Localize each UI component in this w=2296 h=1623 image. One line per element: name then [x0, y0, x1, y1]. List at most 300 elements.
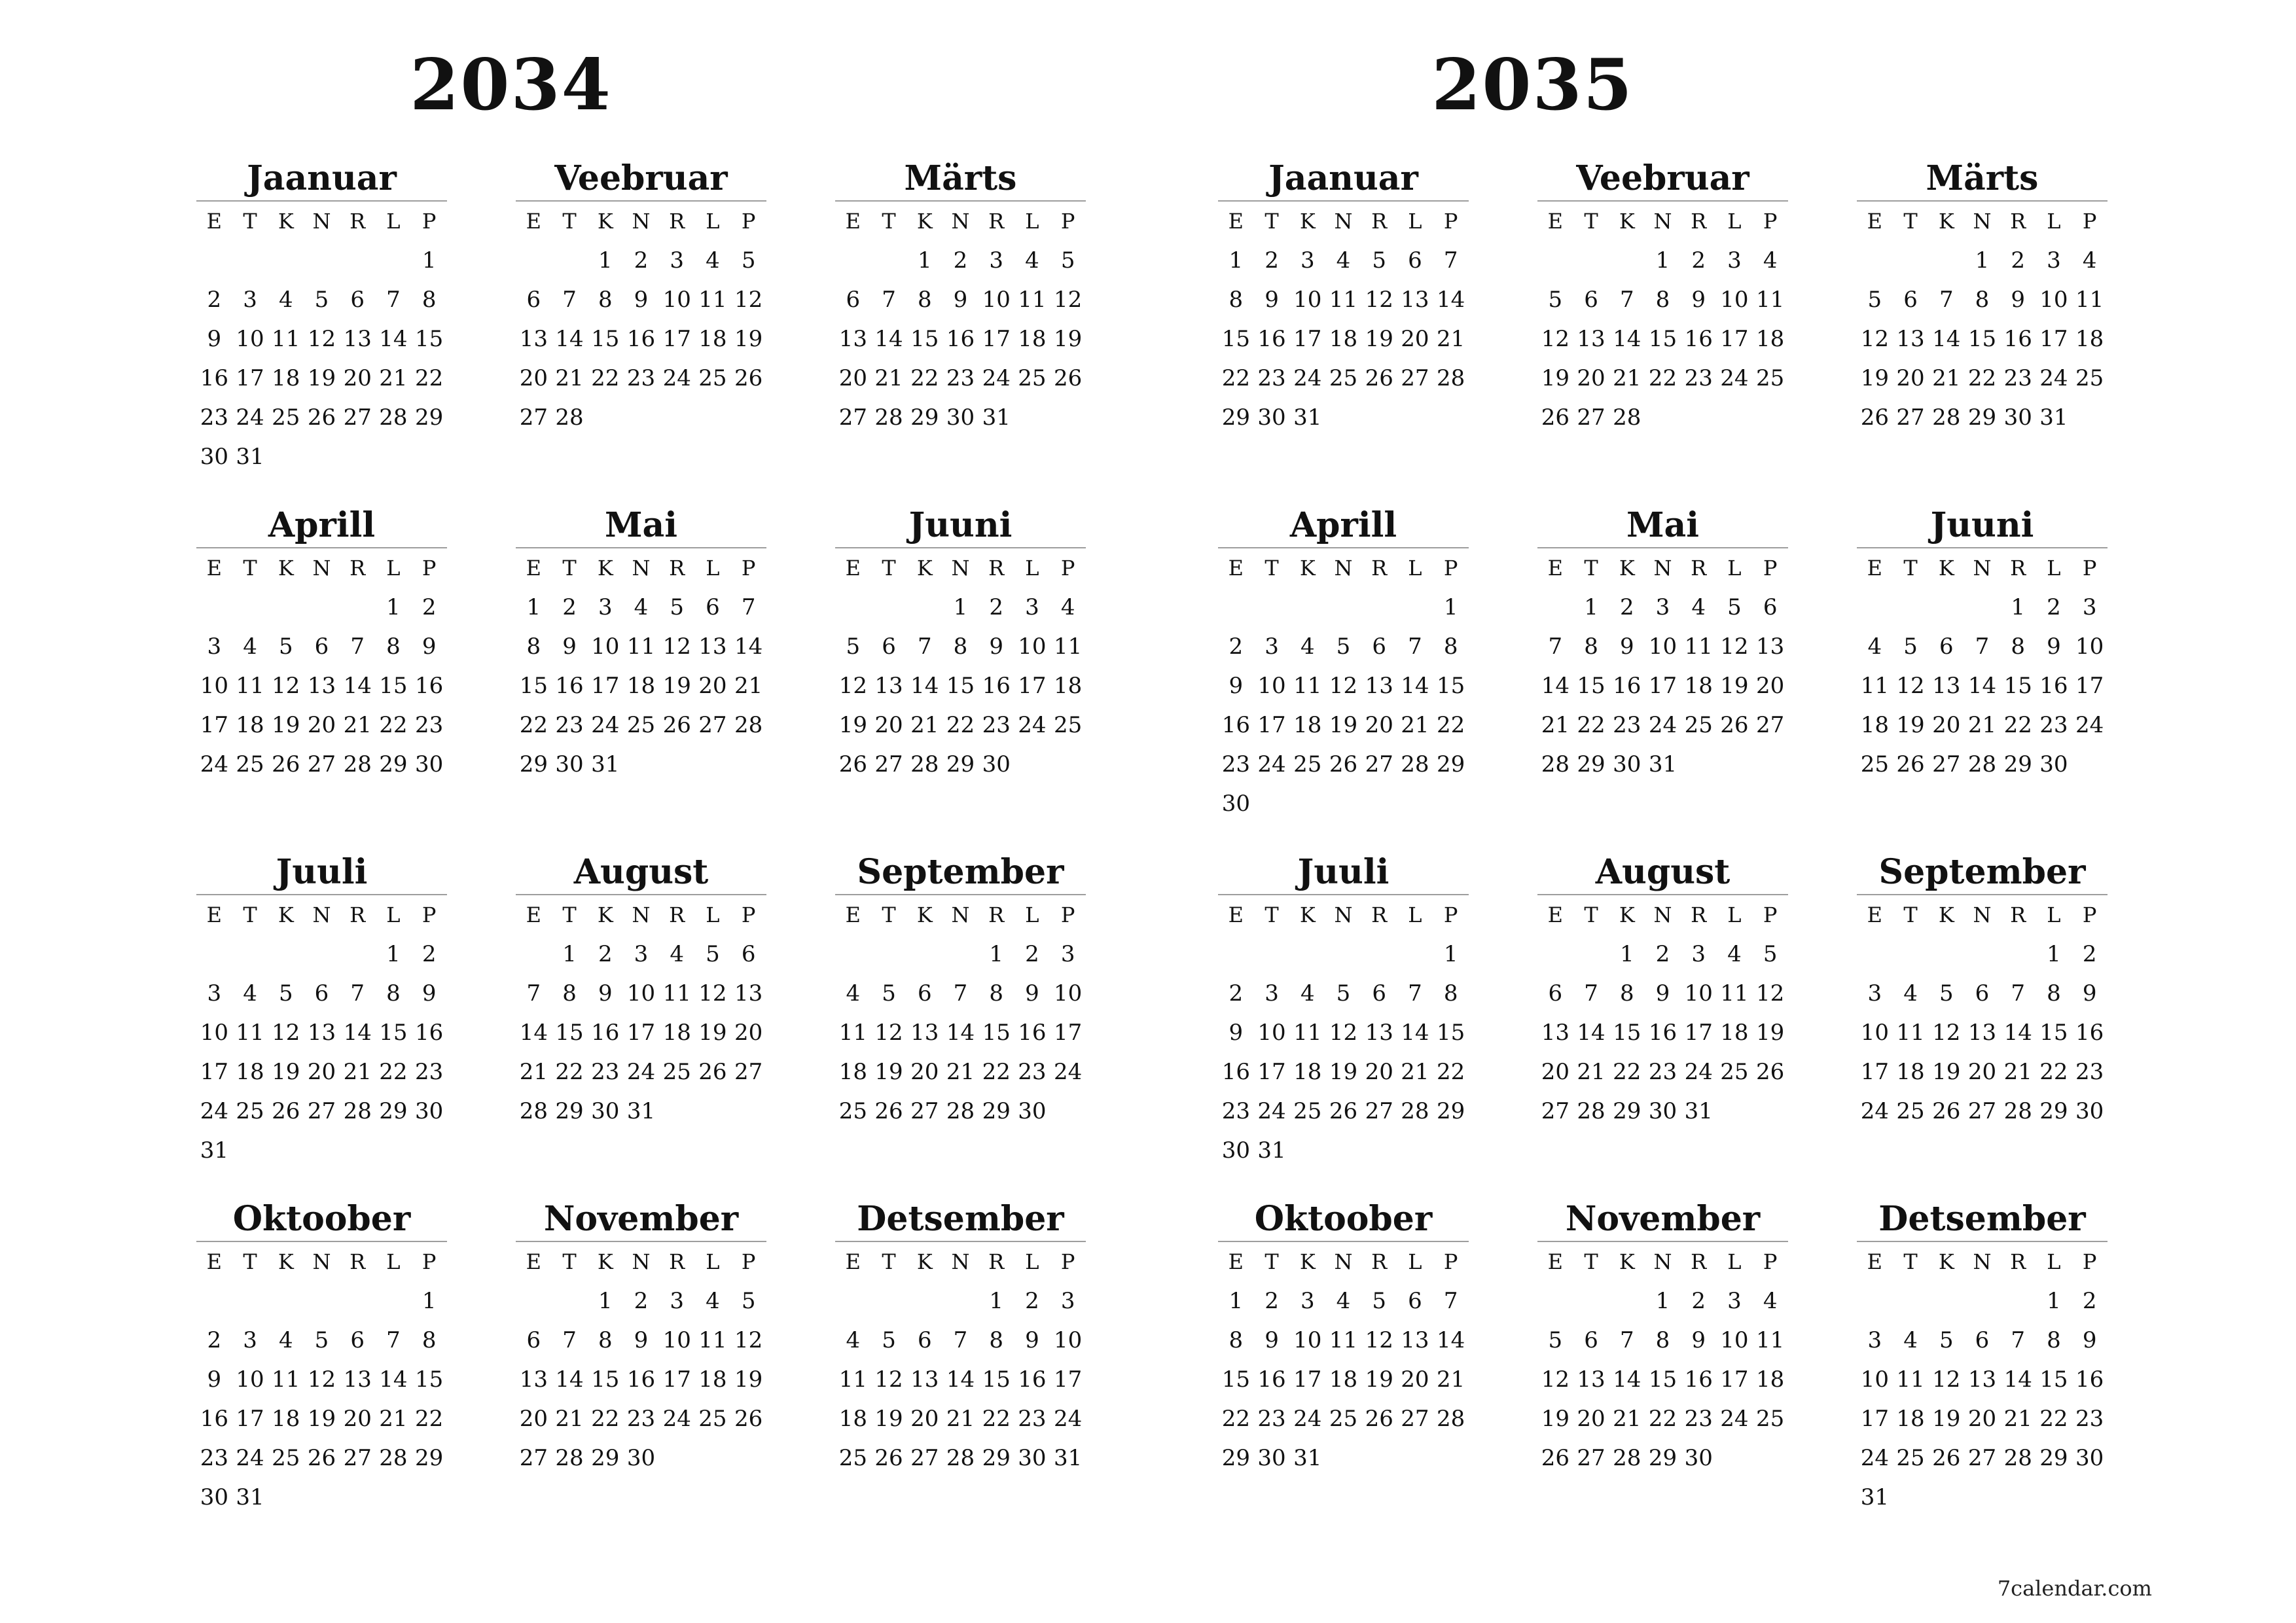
day-cell: 20 [1756, 673, 1785, 699]
day-cell: 20 [1577, 365, 1605, 391]
day-cell: 4 [243, 980, 257, 1007]
day-cell: 17 [1720, 326, 1749, 352]
day-cell: 16 [2075, 1020, 2104, 1046]
weekday-header: T [243, 1249, 257, 1274]
day-cell: 5 [1548, 287, 1563, 313]
day-cell: 3 [1060, 941, 1075, 967]
weekday-header: R [1691, 902, 1707, 927]
day-cell: 11 [1756, 287, 1785, 313]
weekday-header: N [1653, 1249, 1672, 1274]
day-cell: 8 [598, 287, 613, 313]
weekday-header: T [1265, 209, 1279, 234]
day-cell: 20 [307, 712, 336, 738]
day-cell: 31 [1293, 404, 1322, 431]
month-name: Oktoober [1218, 1198, 1469, 1242]
weekday-header: L [386, 556, 401, 580]
weekday-header: P [2082, 209, 2097, 234]
day-cell: 8 [562, 980, 577, 1007]
weekday-header: R [669, 1249, 685, 1274]
day-cell: 14 [910, 673, 939, 699]
day-cell: 11 [1756, 1327, 1785, 1353]
day-cell: 8 [2047, 980, 2061, 1007]
day-cell: 26 [1054, 365, 1083, 391]
day-cell: 16 [1684, 326, 1713, 352]
weekday-header: E [1547, 1249, 1564, 1274]
day-cell: 27 [1365, 751, 1393, 777]
day-cell: 11 [1860, 673, 1889, 699]
day-cell: 2 [1265, 247, 1279, 274]
weekday-header: R [1691, 1249, 1707, 1274]
weekday-header: P [1763, 1249, 1778, 1274]
day-cell: 6 [706, 594, 720, 620]
weekday-header: K [597, 209, 613, 234]
day-cell: 15 [1967, 326, 1997, 352]
day-cell: 29 [910, 404, 939, 431]
day-cell: 2 [2082, 1288, 2097, 1314]
day-cell: 21 [1613, 365, 1641, 391]
day-cell: 16 [1221, 712, 1250, 738]
day-cell: 16 [982, 673, 1011, 699]
day-cell: 28 [1437, 365, 1465, 391]
day-cell: 17 [1054, 1366, 1083, 1393]
day-cell: 4 [1300, 633, 1315, 660]
day-cell: 5 [706, 941, 720, 967]
day-cell: 7 [917, 633, 932, 660]
day-cell: 23 [415, 1059, 444, 1085]
day-cell: 5 [314, 1327, 329, 1353]
weekday-header: P [422, 209, 437, 234]
day-cell: 12 [272, 673, 300, 699]
day-cell: 21 [946, 1059, 975, 1085]
empty-cell [906, 588, 942, 627]
empty-cell [1893, 1281, 1929, 1321]
day-cell: 8 [598, 1327, 613, 1353]
day-cell: 8 [989, 980, 1004, 1007]
day-cell: 5 [882, 980, 896, 1007]
empty-cell [1964, 588, 2000, 627]
day-cell: 8 [386, 633, 401, 660]
weekday-header: L [386, 1249, 401, 1274]
weekday-header: L [1727, 209, 1742, 234]
day-cell: 22 [2003, 712, 2032, 738]
day-cell: 10 [662, 1327, 691, 1353]
month-mai [1537, 504, 1788, 784]
day-cell: 16 [555, 673, 584, 699]
day-cell: 13 [1756, 633, 1785, 660]
day-cell: 11 [626, 633, 656, 660]
day-cell: 26 [734, 1406, 763, 1432]
day-cell: 6 [1408, 1288, 1422, 1314]
day-cell: 22 [379, 1059, 408, 1085]
empty-cell [1857, 935, 1893, 974]
empty-cell [516, 935, 552, 974]
day-cell: 6 [350, 287, 365, 313]
day-cell: 1 [562, 941, 577, 967]
empty-cell [268, 935, 304, 974]
weekday-header: T [1265, 902, 1279, 927]
day-cell: 21 [1577, 1059, 1605, 1085]
weekday-header: P [1060, 209, 1075, 234]
day-cell: 20 [519, 365, 548, 391]
day-cell: 31 [626, 1098, 656, 1124]
day-cell: 30 [1648, 1098, 1677, 1124]
empty-cell [1928, 1281, 1964, 1321]
empty-cell [1325, 588, 1361, 627]
day-cell: 26 [1329, 751, 1358, 777]
day-cell: 19 [1365, 1366, 1393, 1393]
day-cell: 6 [1975, 980, 1990, 1007]
day-cell: 26 [272, 751, 300, 777]
day-cell: 7 [350, 633, 365, 660]
day-cell: 30 [1221, 1137, 1250, 1164]
empty-cell [340, 241, 376, 280]
weekday-header: T [882, 209, 896, 234]
day-cell: 18 [662, 1020, 691, 1046]
day-cell: 31 [1648, 751, 1677, 777]
day-cell: 27 [343, 404, 372, 431]
day-cell: 7 [1619, 1327, 1634, 1353]
day-grid [1218, 202, 1469, 437]
day-cell: 22 [1437, 712, 1465, 738]
day-cell: 18 [272, 365, 300, 391]
day-cell: 13 [307, 1020, 336, 1046]
day-cell: 30 [2003, 404, 2032, 431]
day-cell: 14 [555, 1366, 584, 1393]
day-cell: 11 [1684, 633, 1713, 660]
day-cell: 23 [1221, 1098, 1250, 1124]
empty-cell [232, 1281, 268, 1321]
day-cell: 1 [917, 247, 932, 274]
day-cell: 25 [838, 1098, 867, 1124]
day-cell: 31 [2039, 404, 2068, 431]
day-cell: 4 [706, 1288, 720, 1314]
day-cell: 25 [1860, 751, 1889, 777]
weekday-header: L [386, 902, 401, 927]
day-cell: 27 [698, 712, 727, 738]
day-cell: 21 [2003, 1406, 2032, 1432]
empty-cell [835, 588, 871, 627]
day-cell: 2 [989, 594, 1004, 620]
weekday-header: N [312, 902, 331, 927]
day-cell: 21 [874, 365, 903, 391]
day-cell: 6 [1372, 633, 1387, 660]
day-cell: 12 [698, 980, 727, 1007]
day-cell: 7 [1584, 980, 1598, 1007]
month-oktoober [1218, 1198, 1469, 1478]
day-cell: 27 [1967, 1098, 1997, 1124]
weekday-header: N [951, 902, 970, 927]
day-cell: 15 [555, 1020, 584, 1046]
day-cell: 14 [1401, 673, 1429, 699]
day-cell: 25 [236, 751, 264, 777]
day-cell: 8 [1655, 1327, 1670, 1353]
day-cell: 21 [555, 365, 584, 391]
day-cell: 10 [591, 633, 620, 660]
weekday-header: P [1763, 209, 1778, 234]
day-cell: 23 [982, 712, 1011, 738]
day-cell: 10 [1257, 673, 1286, 699]
day-cell: 17 [1860, 1059, 1889, 1085]
day-cell: 30 [591, 1098, 620, 1124]
day-cell: 29 [555, 1098, 584, 1124]
weekday-header: K [1619, 1249, 1635, 1274]
weekday-header: R [1691, 209, 1707, 234]
day-cell: 17 [1257, 712, 1286, 738]
day-cell: 16 [2075, 1366, 2104, 1393]
day-cell: 25 [662, 1059, 691, 1085]
day-cell: 22 [555, 1059, 584, 1085]
day-cell: 25 [1896, 1445, 1925, 1471]
day-cell: 15 [379, 673, 408, 699]
weekday-header: P [2082, 556, 2097, 580]
weekday-header: E [1867, 209, 1883, 234]
month-märts [1857, 157, 2108, 437]
empty-cell [1397, 935, 1433, 974]
day-cell: 5 [846, 633, 861, 660]
day-cell: 15 [415, 1366, 444, 1393]
day-cell: 22 [1221, 365, 1250, 391]
day-cell: 8 [2047, 1327, 2061, 1353]
day-cell: 11 [838, 1020, 867, 1046]
weekday-header: T [1584, 556, 1598, 580]
day-cell: 14 [946, 1366, 975, 1393]
day-cell: 11 [1896, 1020, 1925, 1046]
day-cell: 23 [1018, 1406, 1047, 1432]
day-cell: 19 [1896, 712, 1925, 738]
day-cell: 23 [2075, 1059, 2104, 1085]
day-cell: 16 [1257, 1366, 1286, 1393]
day-cell: 19 [838, 712, 867, 738]
weekday-header: N [1973, 902, 1992, 927]
day-cell: 14 [1613, 326, 1641, 352]
weekday-header: N [632, 1249, 651, 1274]
day-cell: 1 [1655, 247, 1670, 274]
day-cell: 8 [1655, 287, 1670, 313]
day-cell: 20 [1577, 1406, 1605, 1432]
day-cell: 12 [874, 1020, 903, 1046]
day-cell: 2 [1619, 594, 1634, 620]
day-cell: 20 [910, 1059, 939, 1085]
day-cell: 4 [2082, 247, 2097, 274]
day-cell: 27 [1401, 1406, 1429, 1432]
weekday-header: K [916, 209, 933, 234]
day-cell: 16 [946, 326, 975, 352]
day-cell: 22 [379, 712, 408, 738]
day-grid [1537, 1242, 1788, 1478]
day-cell: 8 [1229, 287, 1244, 313]
weekday-header: E [845, 1249, 861, 1274]
weekday-header: L [1727, 1249, 1742, 1274]
weekday-header: K [1938, 556, 1954, 580]
day-cell: 31 [1684, 1098, 1713, 1124]
weekday-header: K [1619, 209, 1635, 234]
day-cell: 31 [1054, 1445, 1083, 1471]
weekday-header: K [1299, 902, 1316, 927]
day-cell: 21 [519, 1059, 548, 1085]
weekday-header: T [1265, 556, 1279, 580]
day-cell: 13 [1401, 287, 1429, 313]
day-cell: 28 [946, 1445, 975, 1471]
day-cell: 3 [207, 980, 222, 1007]
day-cell: 18 [1054, 673, 1083, 699]
day-grid [1857, 202, 2108, 437]
month-name: Juuni [835, 504, 1086, 548]
month-name: Märts [1857, 157, 2108, 202]
day-cell: 12 [307, 326, 336, 352]
empty-cell [1289, 935, 1325, 974]
day-cell: 13 [1577, 1366, 1605, 1393]
day-cell: 8 [1443, 633, 1458, 660]
weekday-header: E [1228, 1249, 1244, 1274]
day-cell: 16 [200, 365, 228, 391]
weekday-header: R [988, 556, 1005, 580]
day-cell: 23 [555, 712, 584, 738]
day-cell: 28 [2003, 1445, 2032, 1471]
day-cell: 27 [519, 1445, 548, 1471]
day-cell: 12 [1541, 326, 1570, 352]
day-cell: 10 [1720, 1327, 1749, 1353]
empty-cell [516, 241, 552, 280]
day-cell: 25 [1329, 1406, 1358, 1432]
weekday-header: E [206, 1249, 223, 1274]
day-cell: 30 [1257, 404, 1286, 431]
weekday-header: K [278, 209, 294, 234]
day-cell: 21 [1541, 712, 1570, 738]
weekday-header: R [1371, 902, 1388, 927]
day-cell: 2 [207, 1327, 222, 1353]
day-cell: 30 [1018, 1445, 1047, 1471]
year-block-2035 [1022, 0, 2104, 1571]
day-cell: 8 [989, 1327, 1004, 1353]
day-cell: 30 [1018, 1098, 1047, 1124]
day-cell: 6 [882, 633, 896, 660]
empty-cell [1361, 588, 1397, 627]
weekday-header: N [1973, 556, 1992, 580]
weekday-header: E [206, 902, 223, 927]
day-cell: 4 [846, 1327, 861, 1353]
month-november [1537, 1198, 1788, 1478]
day-cell: 17 [591, 673, 620, 699]
day-cell: 29 [1221, 1445, 1250, 1471]
day-cell: 28 [1401, 751, 1429, 777]
weekday-header: T [243, 902, 257, 927]
day-cell: 1 [1229, 1288, 1244, 1314]
day-cell: 22 [1437, 1059, 1465, 1085]
empty-cell [304, 935, 340, 974]
weekday-header: E [206, 556, 223, 580]
weekday-header: R [669, 902, 685, 927]
day-cell: 26 [1860, 404, 1889, 431]
day-cell: 10 [1018, 633, 1047, 660]
day-cell: 6 [1372, 980, 1387, 1007]
day-cell: 31 [982, 404, 1011, 431]
day-cell: 8 [422, 287, 437, 313]
day-cell: 19 [1720, 673, 1749, 699]
day-cell: 15 [1577, 673, 1605, 699]
day-cell: 4 [1025, 247, 1039, 274]
day-cell: 11 [698, 287, 727, 313]
day-cell: 27 [734, 1059, 763, 1085]
day-cell: 15 [2039, 1020, 2068, 1046]
weekday-header: E [526, 1249, 542, 1274]
day-cell: 15 [1437, 1020, 1465, 1046]
day-cell: 26 [698, 1059, 727, 1085]
day-cell: 21 [1401, 1059, 1429, 1085]
day-cell: 10 [236, 1366, 264, 1393]
weekday-header: L [1025, 1249, 1039, 1274]
day-cell: 31 [1257, 1137, 1286, 1164]
day-grid [516, 202, 766, 437]
weekday-header: L [706, 556, 720, 580]
day-cell: 17 [1648, 673, 1677, 699]
day-cell: 11 [1329, 287, 1358, 313]
day-cell: 2 [2082, 941, 2097, 967]
day-cell: 25 [1756, 365, 1785, 391]
day-cell: 14 [946, 1020, 975, 1046]
day-cell: 26 [1365, 1406, 1393, 1432]
day-cell: 9 [1691, 1327, 1706, 1353]
day-cell: 23 [591, 1059, 620, 1085]
day-cell: 2 [598, 941, 613, 967]
day-cell: 5 [278, 633, 293, 660]
footer-site-link[interactable]: 7calendar.com [1997, 1576, 2152, 1601]
empty-cell [1537, 241, 1573, 280]
day-cell: 12 [662, 633, 691, 660]
day-cell: 25 [1054, 712, 1083, 738]
day-cell: 12 [1932, 1020, 1961, 1046]
weekday-header: K [278, 556, 294, 580]
month-name: Oktoober [196, 1198, 447, 1242]
month-name: Detsember [835, 1198, 1086, 1242]
weekday-header: K [1299, 209, 1316, 234]
day-cell: 28 [1541, 751, 1570, 777]
day-cell: 24 [1684, 1059, 1713, 1085]
day-cell: 27 [519, 404, 548, 431]
weekday-header: K [1938, 1249, 1954, 1274]
day-cell: 27 [307, 1098, 336, 1124]
day-cell: 21 [343, 1059, 372, 1085]
day-cell: 7 [526, 980, 541, 1007]
day-grid [1218, 895, 1469, 1170]
empty-cell [552, 241, 588, 280]
weekday-header: T [562, 902, 577, 927]
month-oktoober [196, 1198, 447, 1517]
day-cell: 22 [519, 712, 548, 738]
day-cell: 20 [1932, 712, 1961, 738]
day-cell: 5 [1903, 633, 1918, 660]
day-cell: 26 [1365, 365, 1393, 391]
day-cell: 2 [1229, 633, 1244, 660]
day-cell: 3 [1727, 1288, 1742, 1314]
day-cell: 23 [626, 1406, 656, 1432]
day-cell: 14 [343, 673, 372, 699]
empty-cell [1964, 935, 2000, 974]
weekday-header: N [632, 902, 651, 927]
month-name: Jaanuar [1218, 157, 1469, 202]
weekday-header: K [1299, 1249, 1316, 1274]
day-cell: 4 [1903, 1327, 1918, 1353]
month-name: September [1857, 851, 2108, 895]
day-cell: 21 [379, 1406, 408, 1432]
empty-cell [340, 1281, 376, 1321]
weekday-header: P [1443, 209, 1458, 234]
day-cell: 11 [272, 1366, 300, 1393]
empty-cell [835, 1281, 871, 1321]
empty-cell [906, 935, 942, 974]
day-cell: 29 [1648, 1445, 1677, 1471]
day-cell: 8 [953, 633, 968, 660]
empty-cell [871, 935, 907, 974]
